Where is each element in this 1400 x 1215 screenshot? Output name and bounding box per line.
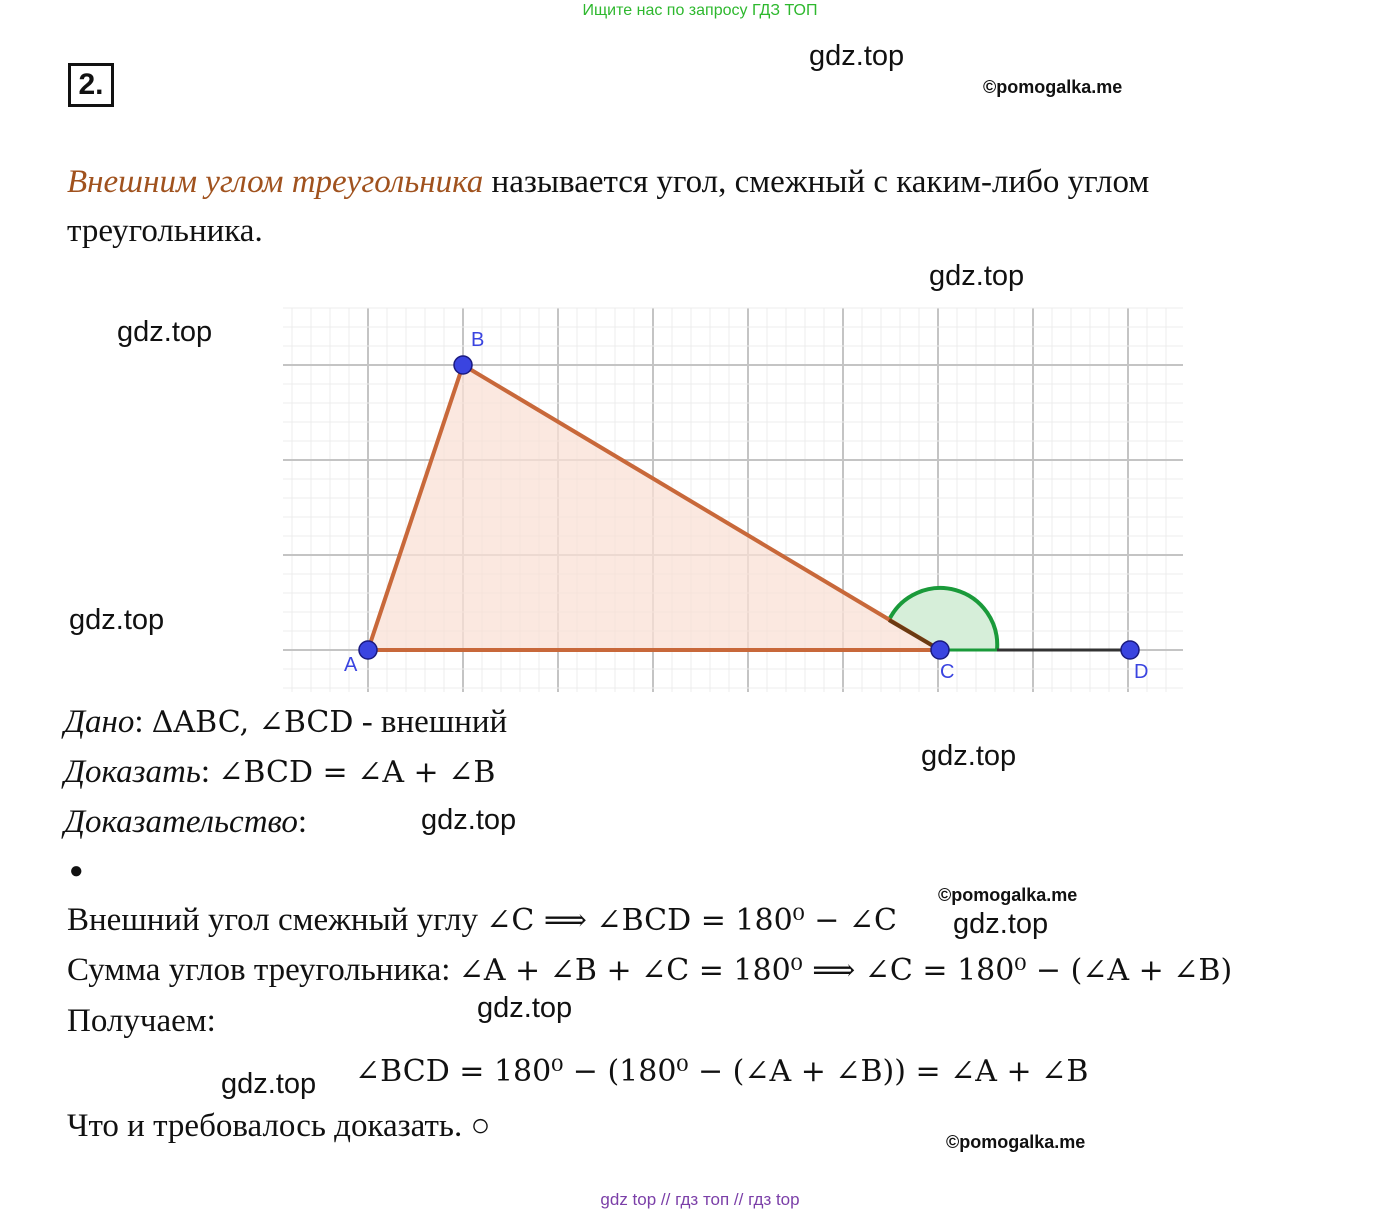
watermark: gdz.top — [421, 804, 517, 836]
given-sep: : — [134, 704, 152, 740]
step-2-math: ∠A + ∠B + ∠C = 180⁰ ⟹ ∠C = 180⁰ − (∠A + ∠B) — [458, 953, 1233, 988]
watermark: gdz.top — [809, 40, 905, 72]
copyright-mark: ©pomogalka.me — [983, 77, 1123, 97]
watermark: gdz.top — [929, 260, 1025, 292]
prove-math: ∠BCD = ∠A + ∠B — [218, 755, 496, 790]
watermark: gdz.top — [221, 1068, 317, 1100]
step-4-math: ∠BCD = 180⁰ − (180⁰ − (∠A + ∠B)) = ∠A + ∠B — [355, 1054, 1089, 1089]
given-label: Дано — [64, 704, 135, 740]
point-c — [931, 641, 949, 659]
prove-sep: : — [200, 754, 219, 790]
bullet: ● — [69, 858, 84, 884]
proof-sep: : — [297, 804, 308, 840]
watermark: gdz.top — [953, 908, 1049, 940]
definition-term: Внешним углом треугольника — [67, 164, 484, 200]
footer-links[interactable]: gdz top // гдз топ // гдз top — [600, 1190, 800, 1209]
proof-step-1 — [67, 902, 897, 939]
definition-line-2: треугольника. — [67, 213, 263, 249]
definition-text: называется угол, смежный с каким-либо углом — [483, 164, 1150, 200]
proof-step-4 — [355, 1054, 1088, 1089]
step-1-math: ∠C ⟹ ∠BCD = 180⁰ − ∠C — [486, 903, 897, 938]
label-d: D — [1134, 661, 1149, 683]
given-line — [64, 704, 507, 741]
step-1-text: Внешний угол смежный углу — [67, 902, 487, 938]
label-a: A — [344, 654, 358, 676]
problem-number: 2. — [68, 63, 114, 107]
proof-label: Доказательство — [64, 804, 298, 840]
given-math: ΔABC, ∠BCD — [151, 705, 354, 740]
watermark: gdz.top — [69, 604, 165, 636]
top-banner[interactable]: Ищите нас по запросу ГДЗ ТОП — [582, 2, 818, 19]
label-c: C — [940, 661, 955, 683]
point-b — [454, 356, 472, 374]
copyright-mark: ©pomogalka.me — [938, 885, 1078, 905]
point-d — [1121, 641, 1139, 659]
step-2-text: Сумма углов треугольника: — [67, 952, 459, 988]
point-a — [359, 641, 377, 659]
conclusion: Что и требовалось доказать. ○ — [67, 1108, 491, 1144]
watermark: gdz.top — [921, 740, 1017, 772]
proof-step-3: Получаем: — [67, 1003, 216, 1039]
watermark: gdz.top — [117, 316, 213, 348]
watermark: gdz.top — [477, 992, 573, 1024]
label-b: B — [471, 329, 485, 351]
copyright-mark: ©pomogalka.me — [946, 1132, 1086, 1152]
given-rest: - внешний — [353, 704, 508, 740]
prove-label: Доказать — [64, 754, 201, 790]
proof-step-2 — [67, 952, 1232, 989]
prove-line — [64, 754, 495, 791]
proof-line — [64, 804, 307, 841]
